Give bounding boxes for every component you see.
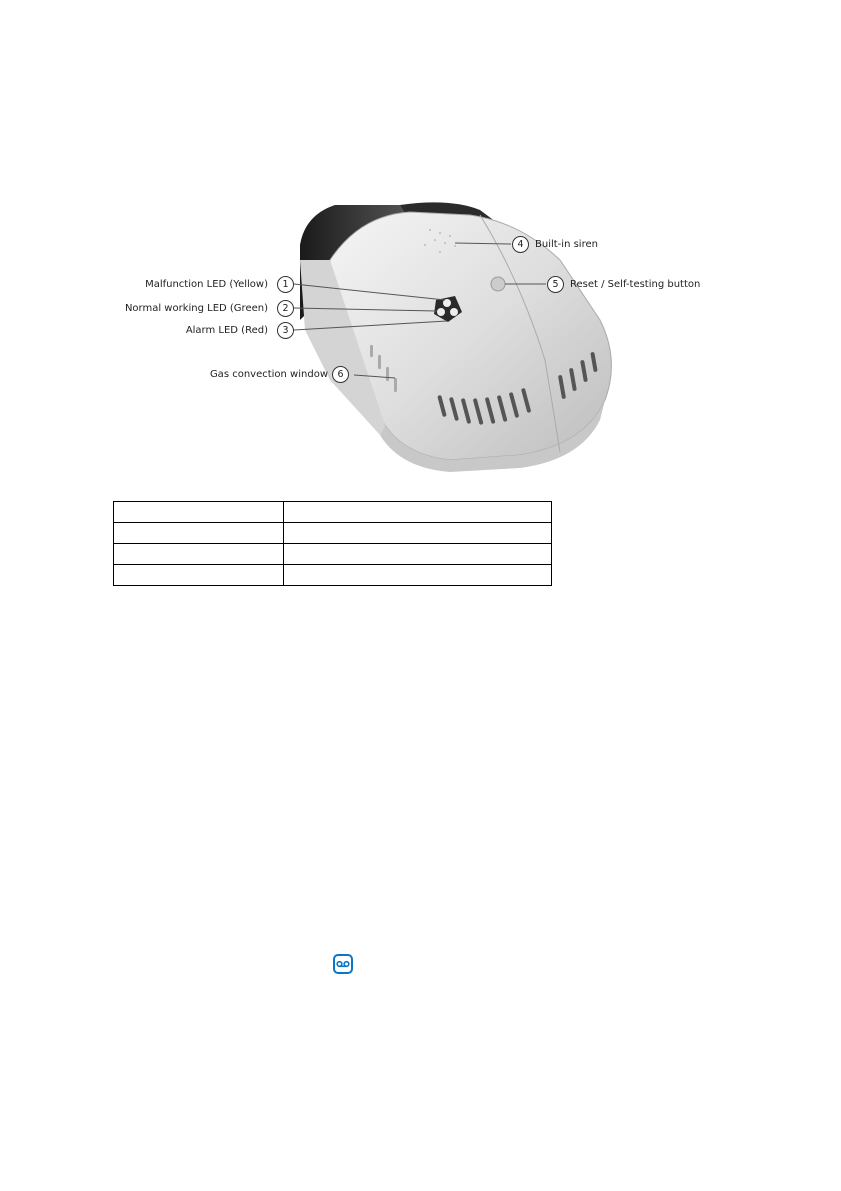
- table-row: [114, 502, 552, 523]
- voicemail-icon: [333, 954, 353, 974]
- table-row: [114, 544, 552, 565]
- gas-detector-illustration: [0, 0, 841, 480]
- table-cell: [114, 502, 284, 523]
- callout-number-1: 1: [277, 276, 294, 293]
- table-cell: [114, 565, 284, 586]
- callout-number-4: 4: [512, 236, 529, 253]
- callout-number-2: 2: [277, 300, 294, 317]
- callout-label-built-in-siren: Built-in siren: [535, 239, 598, 250]
- table-cell: [114, 544, 284, 565]
- gas-detector-figure: [0, 0, 841, 480]
- table-cell: [284, 565, 552, 586]
- callout-label-normal-led: Normal working LED (Green): [124, 303, 268, 314]
- callout-label-gas-window: Gas convection window: [209, 369, 328, 380]
- callout-number-6: 6: [332, 366, 349, 383]
- callout-label-alarm-led: Alarm LED (Red): [185, 325, 268, 336]
- table-cell: [284, 502, 552, 523]
- table-cell: [114, 523, 284, 544]
- table-row: [114, 565, 552, 586]
- callout-label-malfunction-led: Malfunction LED (Yellow): [145, 279, 268, 290]
- spec-table: [113, 501, 552, 586]
- callout-label-reset-button: Reset / Self-testing button: [570, 279, 701, 290]
- callout-number-5: 5: [547, 276, 564, 293]
- table-cell: [284, 523, 552, 544]
- callout-number-3: 3: [277, 322, 294, 339]
- table-row: [114, 523, 552, 544]
- table-cell: [284, 544, 552, 565]
